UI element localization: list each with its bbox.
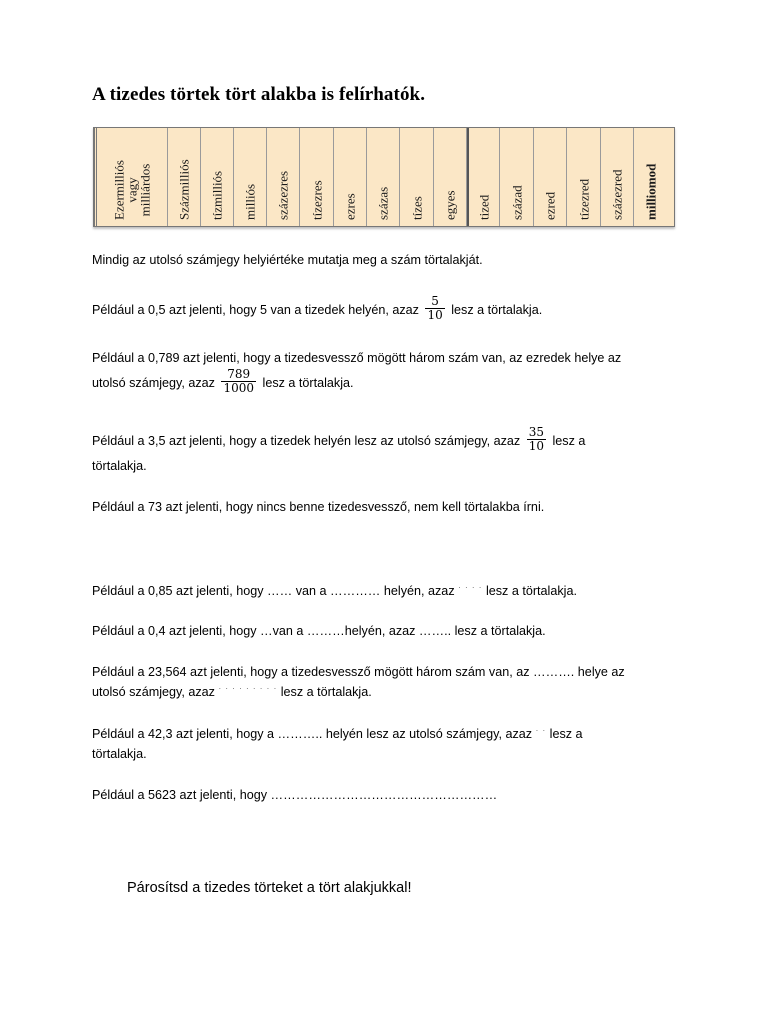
exercise-line: Például a 23,564 azt jelenti, hogy a tizedesvessző mögött három szám van, az ………. helye az bbox=[92, 665, 625, 679]
example-0-789 bbox=[92, 348, 692, 397]
example-line: törtalakja. bbox=[92, 459, 147, 473]
place-value-column bbox=[234, 128, 267, 226]
place-value-column bbox=[300, 128, 334, 226]
page-title: A tizedes törtek tört alakba is felírhatók. bbox=[92, 84, 426, 105]
exercise-23-564 bbox=[92, 662, 692, 702]
place-value-column bbox=[500, 128, 534, 226]
place-value-column bbox=[634, 128, 667, 226]
exercise-text: Például a 42,3 azt jelenti, hogy a ……….. helyén lesz az utolsó számjegy, azaz bbox=[92, 727, 533, 741]
place-value-label: milliomod bbox=[643, 163, 658, 220]
place-value-column bbox=[467, 128, 500, 226]
place-value-label: százas bbox=[375, 186, 391, 220]
exercise-0-4: Például a 0,4 azt jelenti, hogy …van a ………helyén, azaz …….. lesz a törtalakja. bbox=[92, 624, 546, 638]
place-value-column bbox=[567, 128, 601, 226]
place-value-column bbox=[434, 128, 467, 226]
example-text: utolsó számjegy, azaz bbox=[92, 375, 215, 390]
place-value-label: egyes bbox=[442, 190, 458, 220]
exercise-42-3 bbox=[92, 724, 692, 764]
example-line: Például a 0,789 azt jelenti, hogy a tizedesvessző mögött három szám van, az ezredek helye az bbox=[92, 351, 622, 365]
matching-instruction: Párosítsd a tizedes törteket a tört alakjukkal! bbox=[127, 880, 412, 896]
place-value-label: tízes bbox=[409, 196, 424, 220]
place-value-column bbox=[367, 128, 400, 226]
exercise-text: lesz a törtalakja. bbox=[280, 685, 372, 699]
denominator: 1000 bbox=[223, 381, 255, 395]
denominator: 10 bbox=[528, 439, 544, 453]
place-value-label: tízezred bbox=[576, 178, 591, 220]
blank-fraction[interactable]: · · bbox=[535, 725, 547, 735]
example-3-5 bbox=[92, 425, 692, 476]
denominator: 10 bbox=[427, 308, 443, 322]
example-73: Például a 73 azt jelenti, hogy nincs benne tizedesvessző, nem kell törtalakba írni. bbox=[92, 500, 545, 514]
exercise-5623: Például a 5623 azt jelenti, hogy ……………………………………………… bbox=[92, 788, 498, 802]
place-value-label: tized bbox=[476, 194, 492, 220]
fraction bbox=[527, 426, 546, 453]
example-text: lesz a törtalakja. bbox=[262, 375, 354, 390]
exercise-text: Például a 0,85 azt jelenti, hogy …… van a ………… helyén, azaz bbox=[92, 584, 455, 598]
place-value-column bbox=[601, 128, 634, 226]
example-text: lesz a törtalakja. bbox=[451, 302, 543, 317]
blank-fraction[interactable]: · · · · · · · · · bbox=[218, 683, 278, 693]
place-value-label: tízmilliós bbox=[209, 170, 225, 220]
place-value-column bbox=[267, 128, 300, 226]
place-value-label: ezred bbox=[542, 191, 558, 220]
example-text: lesz a bbox=[552, 433, 586, 448]
place-value-label: százezred bbox=[609, 169, 625, 220]
example-text: Például a 3,5 azt jelenti, hogy a tizedek helyén lesz az utolsó számjegy, azaz bbox=[92, 433, 521, 448]
place-value-column bbox=[534, 128, 567, 226]
blank-fraction[interactable]: · · · · bbox=[458, 582, 483, 592]
exercise-line: törtalakja. bbox=[92, 747, 147, 761]
exercise-text: lesz a törtalakja. bbox=[485, 584, 577, 598]
place-value-column bbox=[168, 128, 201, 226]
place-value-label: Ezermilliós vagy milliárdos bbox=[111, 160, 153, 220]
example-text: Például a 0,5 azt jelenti, hogy 5 van a tizedek helyén, azaz bbox=[92, 302, 419, 317]
example-0-5 bbox=[92, 294, 692, 324]
place-value-column bbox=[400, 128, 434, 226]
numerator: 35 bbox=[528, 425, 544, 439]
fraction bbox=[425, 295, 444, 322]
place-value-column bbox=[201, 128, 234, 226]
place-value-column bbox=[334, 128, 367, 226]
place-value-label: milliós bbox=[242, 183, 258, 220]
numerator: 5 bbox=[431, 294, 439, 308]
exercise-text: lesz a bbox=[549, 727, 583, 741]
place-value-label: század bbox=[509, 185, 524, 220]
place-value-label: Százmilliós bbox=[176, 159, 192, 220]
exercise-0-85 bbox=[92, 581, 692, 601]
numerator: 789 bbox=[227, 367, 251, 381]
place-value-label: ezres bbox=[342, 193, 358, 220]
fraction bbox=[221, 368, 256, 395]
exercise-text: utolsó számjegy, azaz bbox=[92, 685, 215, 699]
place-value-table bbox=[93, 127, 675, 227]
place-value-column bbox=[94, 128, 168, 226]
place-value-label: százezres bbox=[275, 170, 291, 220]
place-value-label: tízezres bbox=[309, 180, 324, 220]
intro-text: Mindig az utolsó számjegy helyiértéke mutatja meg a szám törtalakját. bbox=[92, 253, 483, 267]
